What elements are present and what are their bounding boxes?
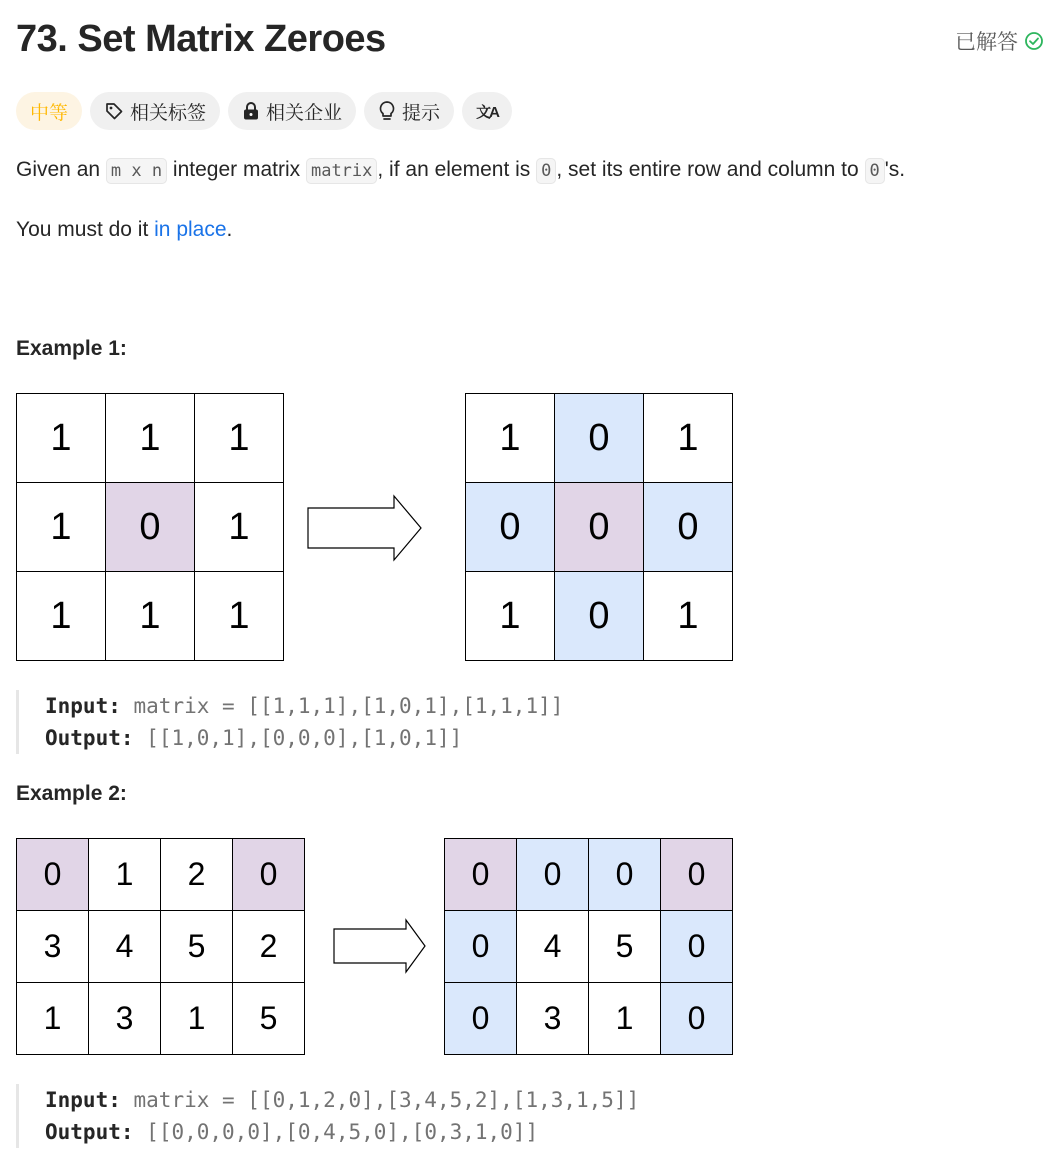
topics-tag-button[interactable] [90, 92, 220, 130]
matrix-cell: 0 [644, 483, 733, 572]
example-1-before-grid [16, 393, 284, 661]
matrix-row [445, 983, 733, 1055]
arrow-right-icon [306, 494, 424, 562]
matrix-cell: 0 [555, 483, 644, 572]
matrix-row [17, 839, 305, 911]
example-1-heading: Example 1: [16, 337, 127, 360]
matrix-cell: 1 [195, 483, 284, 572]
matrix-cell: 5 [233, 983, 305, 1055]
example-1-io [16, 690, 563, 754]
companies-tag-button[interactable] [228, 92, 356, 130]
matrix-row [466, 394, 733, 483]
matrix-cell: 0 [106, 483, 195, 572]
matrix-cell: 0 [17, 839, 89, 911]
matrix-row [17, 483, 284, 572]
text-fragment: integer matrix [167, 158, 306, 181]
output-label: Output: [45, 1120, 134, 1144]
matrix-cell: 1 [89, 839, 161, 911]
input-label: Input: [45, 1088, 121, 1112]
matrix-cell: 1 [195, 572, 284, 661]
matrix-cell: 5 [161, 911, 233, 983]
matrix-cell: 0 [233, 839, 305, 911]
matrix-cell: 1 [589, 983, 661, 1055]
matrix-cell: 2 [233, 911, 305, 983]
text-fragment: 's. [884, 158, 906, 181]
matrix-cell: 5 [589, 911, 661, 983]
matrix-cell: 0 [555, 572, 644, 661]
inline-code: m x n [106, 158, 167, 184]
example-1-input-line [45, 690, 563, 722]
matrix-cell: 0 [589, 839, 661, 911]
hints-label: 提示 [402, 102, 441, 124]
matrix-cell: 0 [517, 839, 589, 911]
matrix-cell: 0 [445, 911, 517, 983]
output-label: Output: [45, 726, 134, 750]
in-place-link[interactable]: in place [154, 218, 227, 241]
companies-tag-label: 相关企业 [266, 102, 343, 124]
matrix-cell: 0 [466, 483, 555, 572]
description-paragraph-2 [16, 218, 232, 242]
matrix-cell: 0 [445, 839, 517, 911]
matrix-cell: 3 [17, 911, 89, 983]
matrix-cell: 4 [517, 911, 589, 983]
matrix-cell: 1 [195, 394, 284, 483]
matrix-cell: 0 [661, 983, 733, 1055]
matrix-row [17, 394, 284, 483]
matrix-cell: 1 [644, 394, 733, 483]
matrix-cell: 0 [661, 839, 733, 911]
example-1-output-line [45, 722, 563, 754]
example-2-io [16, 1084, 639, 1148]
text-fragment: You must do it [16, 218, 155, 241]
lightbulb-icon [378, 100, 396, 122]
inline-code: 0 [865, 158, 885, 184]
difficulty-label: 中等 [30, 102, 69, 124]
matrix-row [17, 983, 305, 1055]
topics-tag-label: 相关标签 [130, 102, 207, 124]
lock-icon [242, 101, 260, 121]
solved-status [955, 26, 1044, 56]
matrix-cell: 0 [661, 911, 733, 983]
matrix-cell: 1 [106, 394, 195, 483]
text-fragment: , if an element is [377, 158, 537, 181]
text-fragment: . [226, 218, 233, 241]
translate-button[interactable] [462, 92, 512, 130]
matrix-cell: 3 [517, 983, 589, 1055]
matrix-cell: 3 [89, 983, 161, 1055]
text-fragment: Given an [16, 158, 106, 181]
difficulty-badge[interactable] [16, 92, 82, 130]
tag-icon [104, 101, 124, 121]
problem-title: 73. Set Matrix Zeroes [16, 18, 386, 60]
matrix-cell: 2 [161, 839, 233, 911]
matrix-cell: 1 [644, 572, 733, 661]
matrix-cell: 1 [17, 572, 106, 661]
matrix-cell: 1 [161, 983, 233, 1055]
hints-button[interactable] [364, 92, 454, 130]
problem-tags [16, 92, 512, 130]
input-value: matrix = [[1,1,1],[1,0,1],[1,1,1]] [133, 694, 564, 718]
example-2-heading: Example 2: [16, 782, 127, 805]
matrix-row [17, 911, 305, 983]
matrix-cell: 1 [466, 394, 555, 483]
matrix-cell: 1 [17, 394, 106, 483]
inline-code: matrix [306, 158, 377, 184]
example-2-input-line [45, 1084, 639, 1116]
matrix-cell: 1 [106, 572, 195, 661]
text-fragment: , set its entire row and column to [556, 158, 865, 181]
inline-code: 0 [536, 158, 556, 184]
matrix-cell: 0 [445, 983, 517, 1055]
solved-label: 已解答 [955, 31, 1018, 54]
output-value: [[0,0,0,0],[0,4,5,0],[0,3,1,0]] [146, 1120, 539, 1144]
example-2-after-grid [444, 838, 733, 1055]
translate-icon: 文A [476, 103, 498, 121]
output-value: [[1,0,1],[0,0,0],[1,0,1]] [146, 726, 463, 750]
arrow-right-icon [332, 918, 428, 974]
matrix-row [466, 483, 733, 572]
matrix-row [17, 572, 284, 661]
example-2-before-grid [16, 838, 305, 1055]
matrix-cell: 1 [17, 483, 106, 572]
matrix-cell: 1 [17, 983, 89, 1055]
matrix-row [445, 911, 733, 983]
input-value: matrix = [[0,1,2,0],[3,4,5,2],[1,3,1,5]] [133, 1088, 640, 1112]
example-1-after-grid [465, 393, 733, 661]
matrix-row [466, 572, 733, 661]
matrix-cell: 0 [555, 394, 644, 483]
matrix-cell: 4 [89, 911, 161, 983]
input-label: Input: [45, 694, 121, 718]
example-2-output-line [45, 1116, 639, 1148]
check-circle-icon [1024, 31, 1044, 51]
matrix-row [445, 839, 733, 911]
description-paragraph-1 [16, 158, 905, 182]
matrix-cell: 1 [466, 572, 555, 661]
